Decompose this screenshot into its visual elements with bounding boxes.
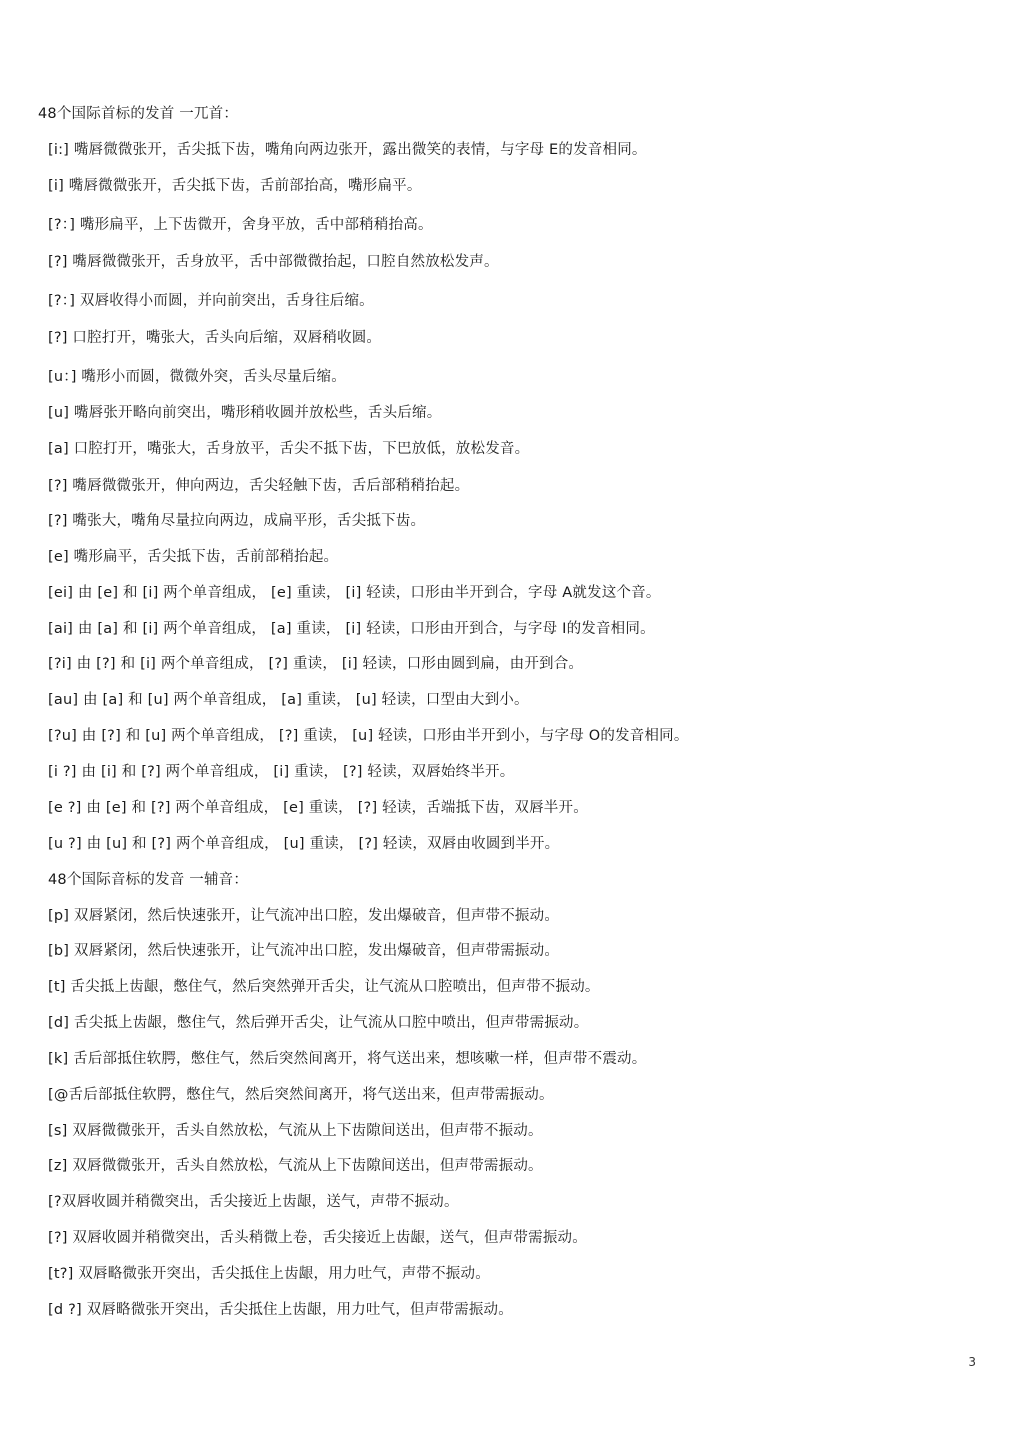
text-line: [?u] 由 [?] 和 [u] 两个单音组成， [?] 重读， [u] 轻读，口形由半开到小，与字母 O的发音相同。 bbox=[48, 728, 689, 744]
text-line: [a] 口腔打开，嘴张大，舌身放平，舌尖不抵下齿，下巴放低，放松发音。 bbox=[48, 441, 530, 457]
text-line: [?] 双唇收圆并稍微突出，舌头稍微上卷，舌尖接近上齿龈，送气，但声带需振动。 bbox=[48, 1230, 587, 1246]
text-line: [i:] 嘴唇微微张开，舌尖抵下齿，嘴角向两边张开，露出微笑的表情，与字母 E的发音相同。 bbox=[48, 142, 647, 158]
text-line: [@舌后部抵住软腭，憋住气，然后突然间离开，将气送出来，但声带需振动。 bbox=[48, 1087, 554, 1103]
section-heading-consonants: 48个国际音标的发音 一辅音： bbox=[48, 872, 249, 888]
page-number: 3 bbox=[968, 1355, 976, 1369]
text-line: [e ?] 由 [e] 和 [?] 两个单音组成， [e] 重读， [?] 轻读，舌端抵下齿，双唇半开。 bbox=[48, 800, 588, 816]
text-line: [?] 口腔打开，嘴张大，舌头向后缩，双唇稍收圆。 bbox=[48, 330, 382, 346]
text-line: [s] 双唇微微张开，舌头自然放松，气流从上下齿隙间送出，但声带不振动。 bbox=[48, 1123, 543, 1139]
text-line: [?双唇收圆并稍微突出，舌尖接近上齿龈，送气，声带不振动。 bbox=[48, 1194, 459, 1210]
text-line: [t?] 双唇略微张开突出，舌尖抵住上齿龈，用力吐气，声带不振动。 bbox=[48, 1266, 490, 1282]
text-line: [au] 由 [a] 和 [u] 两个单音组成， [a] 重读， [u] 轻读，口型由大到小。 bbox=[48, 692, 529, 708]
text-line: [d] 舌尖抵上齿龈，憋住气，然后弹开舌尖，让气流从口腔中喷出，但声带需振动。 bbox=[48, 1015, 589, 1031]
text-line: [d ?] 双唇略微张开突出，舌尖抵住上齿龈，用力吐气，但声带需振动。 bbox=[48, 1302, 513, 1318]
text-line: [ai] 由 [a] 和 [i] 两个单音组成， [a] 重读， [i] 轻读，口形由开到合，与字母 I的发音相同。 bbox=[48, 621, 655, 637]
text-line: [p] 双唇紧闭，然后快速张开，让气流冲出口腔，发出爆破音，但声带不振动。 bbox=[48, 908, 560, 924]
text-line: [ei] 由 [e] 和 [i] 两个单音组成， [e] 重读， [i] 轻读，口形由半开到合，字母 A就发这个音。 bbox=[48, 585, 661, 601]
text-line: [b] 双唇紧闭，然后快速张开，让气流冲出口腔，发出爆破音，但声带需振动。 bbox=[48, 943, 560, 959]
section-heading-vowels: 48个国际首标的发首 一兀首： bbox=[38, 106, 239, 122]
text-line: [u ?] 由 [u] 和 [?] 两个单音组成， [u] 重读， [?] 轻读，双唇由收圆到半开。 bbox=[48, 836, 560, 852]
text-line: [u：] 嘴形小而圆，微微外突，舌头尽量后缩。 bbox=[48, 369, 346, 385]
text-line: [i ?] 由 [i] 和 [?] 两个单音组成， [i] 重读， [?] 轻读，双唇始终半开。 bbox=[48, 764, 515, 780]
text-line: [?] 嘴张大，嘴角尽量拉向两边，成扁平形，舌尖抵下齿。 bbox=[48, 513, 426, 529]
text-line: [u] 嘴唇张开略向前突出，嘴形稍收圆并放松些，舌头后缩。 bbox=[48, 405, 442, 421]
text-line: [?] 嘴唇微微张开，伸向两边，舌尖轻触下齿，舌后部稍稍抬起。 bbox=[48, 478, 470, 494]
text-line: [?：] 双唇收得小而圆，并向前突出，舌身往后缩。 bbox=[48, 293, 374, 309]
text-line: [?i] 由 [?] 和 [i] 两个单音组成， [?] 重读， [i] 轻读，口形由圆到扁，由开到合。 bbox=[48, 656, 584, 672]
text-line: [?：] 嘴形扁平，上下齿微开，舍身平放，舌中部稍稍抬高。 bbox=[48, 217, 433, 233]
text-line: [i] 嘴唇微微张开，舌尖抵下齿，舌前部抬高，嘴形扁平。 bbox=[48, 178, 422, 194]
text-line: [e] 嘴形扁平，舌尖抵下齿，舌前部稍抬起。 bbox=[48, 549, 339, 565]
text-line: [?] 嘴唇微微张开，舌身放平，舌中部微微抬起，口腔自然放松发声。 bbox=[48, 254, 499, 270]
text-line: [k] 舌后部抵住软腭，憋住气，然后突然间离开，将气送出来，想咳嗽一样，但声带不震动。 bbox=[48, 1051, 647, 1067]
text-line: [t] 舌尖抵上齿龈，憋住气，然后突然弹开舌尖，让气流从口腔喷出，但声带不振动。 bbox=[48, 979, 600, 995]
text-line: [z] 双唇微微张开，舌头自然放松，气流从上下齿隙间送出，但声带需振动。 bbox=[48, 1158, 543, 1174]
